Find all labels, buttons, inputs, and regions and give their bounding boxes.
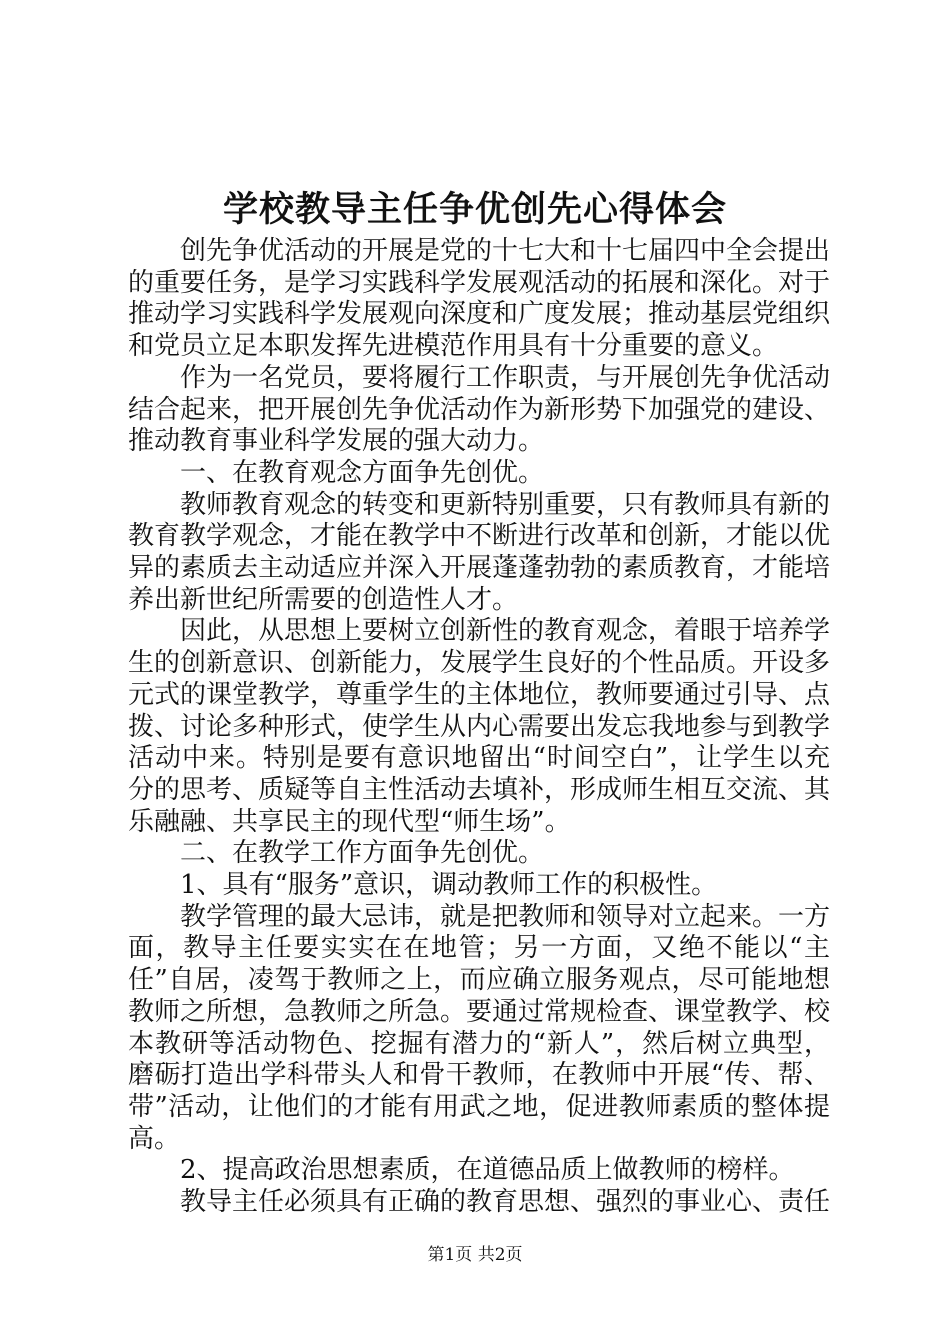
section-heading-1: 一、在教育观念方面争先创优。 [180, 457, 545, 488]
document-body [128, 236, 830, 1219]
subsection-heading-2: 2、提高政治思想素质，在道德品质上做教师的榜样。 [180, 1155, 795, 1186]
paragraph-1: 创先争优活动的开展是党的十七大和十七届四中全会提出的重要任务，是学习实践科学发展观活动的拓展和深化。对于推动学习实践科学发展观向深度和广度发展；推动基层党组织和党员立足本职发挥先进模范作用具有十分重要的意义。 [128, 236, 831, 362]
page-footer: 第1页 共2页 [427, 1245, 523, 1265]
paragraph-4: 因此，从思想上要树立创新性的教育观念，着眼于培养学生的创新意识、创新能力，发展学生良好的个性品质。开设多元式的课堂教学，尊重学生的主体地位，教师要通过引导、点拨、讨论多种形式，使学生从内心需要出发忘我地参与到教学活动中来。特别是要有意识地留出“时间空白”，让学生以充分的思考、质疑等自主性活动去填补，形成师生相互交流、其乐融融、共享民主的现代型“师生场”。 [128, 616, 831, 837]
paragraph-2: 作为一名党员，要将履行工作职责，与开展创先争优活动结合起来，把开展创先争优活动作为新形势下加强党的建设、推动教育事业科学发展的强大动力。 [128, 362, 831, 457]
subsection-heading-1: 1、具有“服务”意识，调动教师工作的积极性。 [180, 870, 718, 901]
paragraph-6: 教导主任必须具有正确的教育思想、强烈的事业心、责任 [180, 1187, 831, 1218]
paragraph-5: 教学管理的最大忌讳，就是把教师和领导对立起来。一方面，教导主任要实实在在地管；另一方面，又绝不能以“主任”自居，凌驾于教师之上，而应确立服务观点，尽可能地想教师之所想，急教师之所急。要通过常规检查、课堂教学、校本教研等活动物色、挖掘有潜力的“新人”，然后树立典型，磨砺打造出学科带头人和骨干教师，在教师中开展“传、帮、带”活动，让他们的才能有用武之地，促进教师素质的整体提高。 [128, 901, 831, 1154]
document-title: 学校教导主任争优创先心得体会 [222, 189, 727, 230]
paragraph-3: 教师教育观念的转变和更新特别重要，只有教师具有新的教育教学观念，才能在教学中不断进行改革和创新，才能以优异的素质去主动适应并深入开展蓬蓬勃勃的素质教育，才能培养出新世纪所需要的创造性人才。 [128, 489, 831, 615]
section-heading-2: 二、在教学工作方面争先创优。 [180, 838, 545, 869]
